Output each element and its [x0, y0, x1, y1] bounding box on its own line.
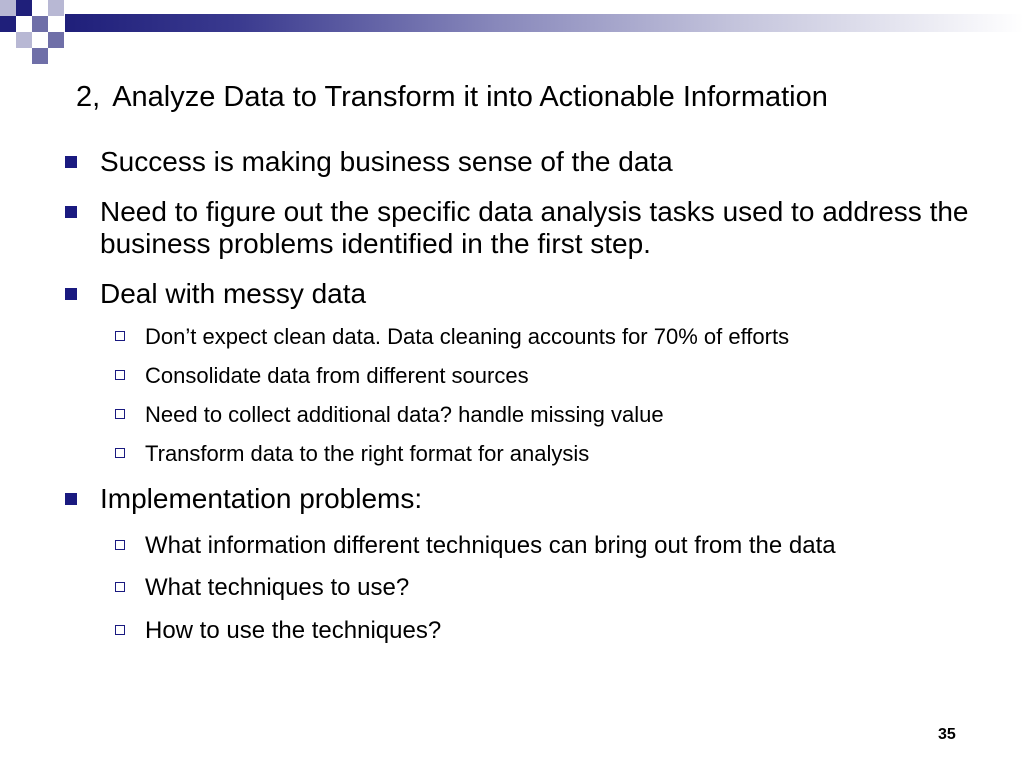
bullet-text: Need to figure out the specific data analysis tasks used to address the business problems identified in the first step. — [100, 196, 969, 259]
sub-bullet-text: Need to collect additional data? handle missing value — [145, 402, 664, 427]
hollow-square-bullet-icon — [115, 625, 125, 635]
sub-bullet-text: What techniques to use? — [145, 574, 410, 601]
sub-bullet-item — [145, 617, 441, 645]
slide-title — [76, 78, 828, 116]
sub-bullet-text: Consolidate data from different sources — [145, 363, 529, 388]
slide-title-number: 2, — [76, 81, 101, 113]
title-gradient-bar — [65, 14, 1024, 32]
hollow-square-bullet-icon — [115, 331, 125, 341]
square-bullet-icon — [65, 156, 77, 168]
deco-square — [0, 16, 16, 32]
deco-square — [16, 0, 32, 16]
bullet-item — [100, 146, 1000, 178]
deco-square — [0, 0, 16, 16]
sub-bullet-text: What information different techniques can bring out from the data — [145, 532, 836, 559]
hollow-square-bullet-icon — [115, 582, 125, 592]
bullet-text: Implementation problems: — [100, 483, 423, 514]
hollow-square-bullet-icon — [115, 540, 125, 550]
title-decoration — [0, 0, 1024, 64]
bullet-text: Success is making business sense of the data — [100, 146, 673, 177]
sub-bullet-text: Don’t expect clean data. Data cleaning accounts for 70% of efforts — [145, 324, 790, 349]
hollow-square-bullet-icon — [115, 448, 125, 458]
sub-bullet-item — [145, 532, 836, 560]
sub-bullet-item — [145, 574, 409, 602]
square-bullet-icon — [65, 288, 77, 300]
square-bullet-icon — [65, 493, 77, 505]
square-bullet-icon — [65, 206, 77, 218]
deco-square — [32, 16, 48, 32]
sub-bullet-item — [145, 323, 789, 351]
bullet-item — [100, 483, 1000, 515]
hollow-square-bullet-icon — [115, 370, 125, 380]
deco-square — [48, 32, 64, 48]
deco-square — [32, 48, 48, 64]
deco-square — [16, 32, 32, 48]
sub-bullet-item — [145, 401, 664, 429]
hollow-square-bullet-icon — [115, 409, 125, 419]
sub-bullet-text: How to use the techniques? — [145, 617, 442, 644]
bullet-item — [100, 278, 1000, 310]
slide-title-text: Analyze Data to Transform it into Actionable Information — [112, 81, 828, 113]
deco-square — [48, 0, 64, 16]
sub-bullet-text: Transform data to the right format for analysis — [145, 441, 590, 466]
page-number: 35 — [938, 726, 956, 743]
sub-bullet-item — [145, 362, 529, 390]
bullet-item — [100, 196, 1000, 260]
bullet-text: Deal with messy data — [100, 278, 367, 309]
sub-bullet-item — [145, 440, 589, 468]
